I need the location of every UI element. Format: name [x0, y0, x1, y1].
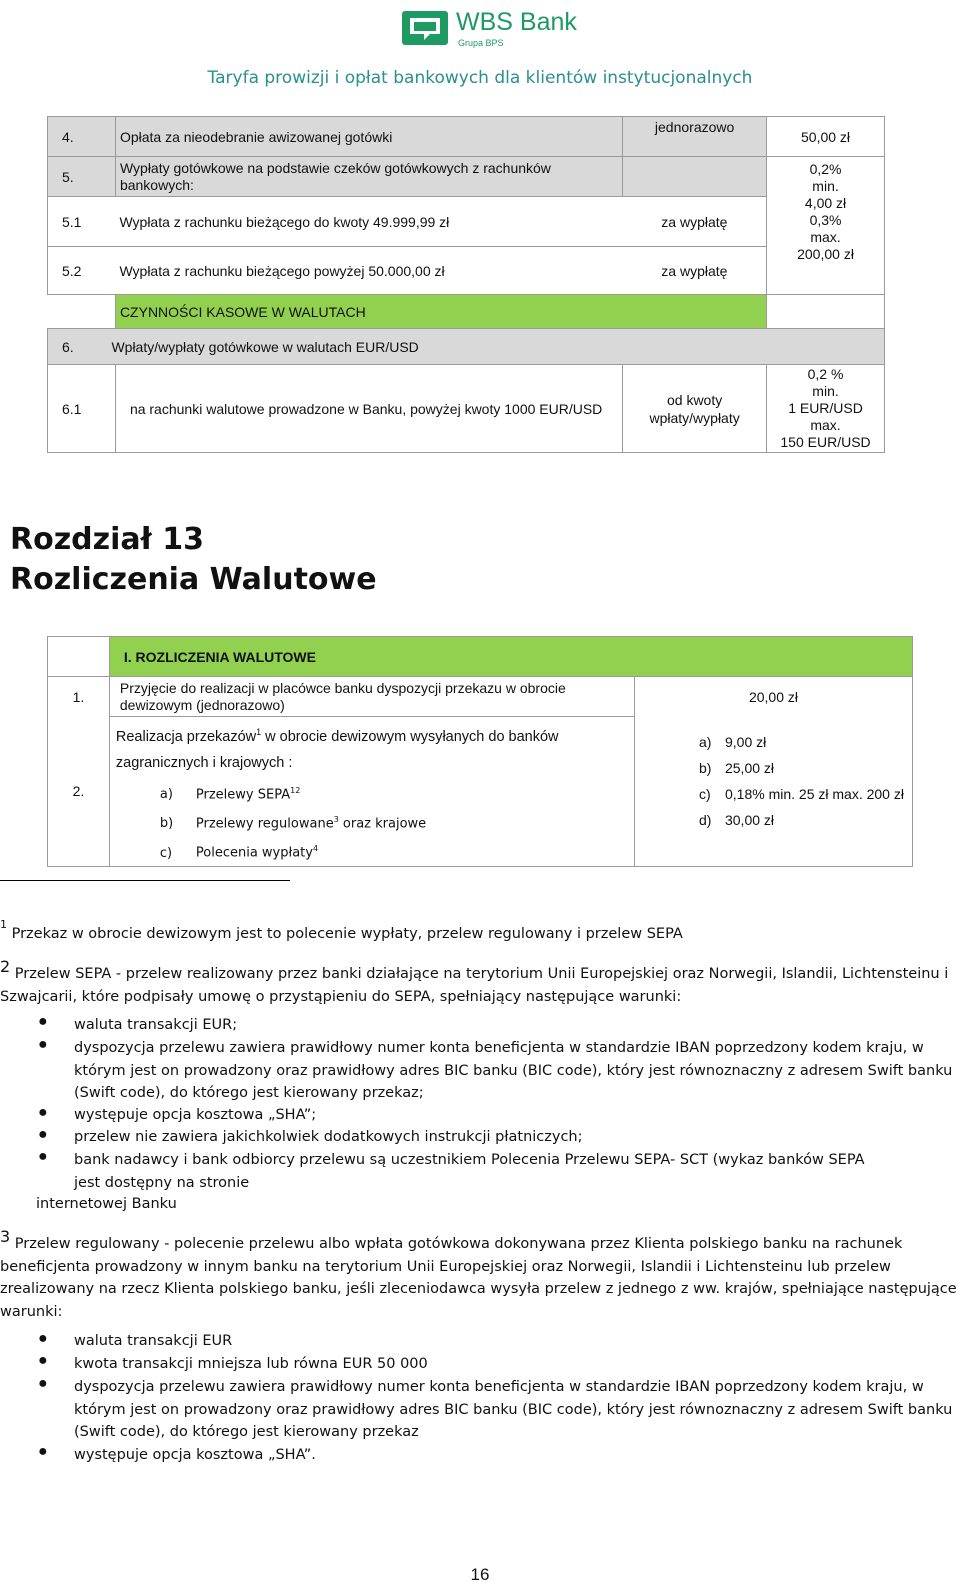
row-mode: za wypłatę [623, 197, 767, 247]
list-item: dyspozycja przelewu zawiera prawidłowy numer konta beneficjenta w standardzie IBAN poprzedzony kodem kraju, w którym jest on prowadzony oraz prawidłowy adres BIC banku (BIC code), który jest równoznaczny z adresem Swift banku (Swift code), do którego jest kierowany przekaz; [74, 1040, 953, 1101]
fee-line: min. [812, 178, 839, 194]
empty-cell [48, 637, 110, 677]
bullet-icon: ● [38, 1375, 48, 1392]
section-heading: CZYNNOŚCI KASOWE W WALUTACH [115, 295, 766, 329]
row-number: 5.1 [48, 197, 116, 247]
section-row [48, 637, 913, 677]
list-item: występuje opcja kosztowa „SHA”; [74, 1107, 317, 1123]
fee-text: 9,00 zł [724, 733, 767, 750]
fee-item [699, 781, 908, 807]
intro-rest: w obrocie dewizowym wysyłanych do banków zagranicznych i krajowych : [115, 728, 559, 771]
table-row [48, 677, 913, 717]
row-description: Przyjęcie do realizacji w placówce banku dyspozycji przekazu w obrocie dewizowym (jednorazowo) [109, 677, 634, 717]
row-number: 6.1 [48, 365, 116, 453]
fee-text: 30,00 zł [724, 811, 775, 828]
bullet-icon: ● [38, 1443, 48, 1460]
bullet-icon: ● [38, 1126, 48, 1143]
table-row [48, 365, 885, 453]
fee-letter: a) [698, 733, 712, 750]
item-text-after: oraz krajowe [338, 816, 427, 832]
bank-logo [400, 8, 590, 50]
row-number: 2. [48, 717, 110, 867]
table-row [48, 247, 885, 295]
list-item [160, 778, 630, 807]
row-number: 1. [48, 677, 110, 717]
row-mode: od kwoty wpłaty/wypłaty [623, 365, 767, 453]
chapter-title: Rozliczenia Walutowe [10, 562, 377, 597]
fee-letter: b) [698, 759, 712, 776]
list-item: kwota transakcji mniejsza lub równa EUR 50 000 [74, 1356, 428, 1372]
fee-line: 0,3% [809, 212, 842, 228]
footnote-text: Przelew SEPA - przelew realizowany przez banki działające na terytorium Unii Europejskiej oraz Norwegii, Islandii, Lichtensteinu i [14, 966, 949, 982]
fee-table-cash [47, 116, 885, 453]
footnote-2 [0, 957, 960, 1008]
fee-letter: d) [698, 811, 712, 828]
row-fee: 50,00 zł [767, 117, 885, 157]
footnote-mark: 2 [0, 957, 11, 976]
list-item: przelew nie zawiera jakichkolwiek dodatkowych instrukcji płatniczych; [74, 1129, 583, 1145]
logo-text: WBS Bank [456, 8, 577, 36]
fee-line: 4,00 zł [804, 195, 847, 211]
row-description: Wypłata z rachunku bieżącego do kwoty 49.999,99 zł [115, 197, 622, 247]
list-item: waluta transakcji EUR [74, 1333, 233, 1349]
item-letter: b) [159, 816, 174, 832]
footnote-mark: 1 [0, 918, 7, 931]
fee-line: 150 EUR/USD [780, 434, 871, 450]
footnote-text: beneficjenta prowadzony w innym banku na terytorium Unii Europejskiej oraz Norwegii, Islandii i Lichtensteinu lub przelew zrealizowany na rzecz Klienta polskiego banku, jeśli zleceniodawca wysyła przelew z jednego z ww. krajów, spełniające następujące warunki: [0, 1258, 957, 1320]
bullet-icon: ● [38, 1013, 48, 1030]
fee-line: 0,2% [809, 161, 842, 177]
list-item: waluta transakcji EUR; [74, 1017, 238, 1033]
chapter-heading [10, 520, 377, 600]
table-row [48, 117, 885, 157]
fee-ranges-cell [767, 157, 885, 295]
fee-text: 25,00 zł [724, 759, 775, 776]
item-text: Przelewy SEPA [195, 787, 291, 803]
row-description [109, 717, 634, 867]
fee-line: 0,2 % [807, 366, 844, 382]
transfer-intro [116, 719, 630, 776]
row-description [111, 329, 884, 365]
fee-range-cell [767, 365, 885, 453]
footnote-divider [0, 880, 290, 881]
footnote-ref: 12 [290, 785, 301, 795]
item-letter: a) [159, 787, 173, 803]
fee-item [699, 729, 908, 755]
fee-item [699, 755, 908, 781]
list-item [160, 836, 630, 865]
footnote-text: Szwajcarii, które podpisały umowę o przystąpieniu do SEPA, spełniający następujące warunki: [0, 988, 682, 1005]
row-description: Opłata za nieodebranie awizowanej gotówki [115, 117, 622, 157]
document-title: Taryfa prowizji i opłat bankowych dla klientów instytucjonalnych [207, 68, 753, 88]
section-heading: I. ROZLICZENIA WALUTOWE [109, 637, 634, 677]
item-text: Przelewy regulowane [195, 816, 334, 832]
list-item: bank nadawcy i bank odbiorcy przelewu są uczestnikiem Polecenia Przelewu SEPA- SCT (wykaz banków SEPA jest dostępny na stronie [74, 1152, 865, 1191]
footnote-mark: 3 [0, 1227, 11, 1246]
list-item [160, 807, 630, 836]
transfer-types [116, 778, 630, 866]
fee-line: min. [812, 383, 839, 399]
row-mode: jednorazowo [623, 117, 767, 157]
logo-subtitle: Grupa BPS [458, 38, 504, 48]
row-number: 5.2 [48, 247, 116, 295]
list-item: występuje opcja kosztowa „SHA”. [74, 1447, 316, 1463]
row-description: na rachunki walutowe prowadzone w Banku, powyżej kwoty 1000 EUR/USD [115, 365, 622, 453]
footnote-text: Przekaz w obrocie dewizowym jest to polecenie wypłaty, przelew regulowany i przelew SEPA [11, 925, 683, 942]
item-text: Polecenia wypłaty [195, 845, 313, 861]
fee-text: 0,18% min. 25 zł max. 200 zł [724, 785, 904, 802]
footnote-ref: 3 [333, 815, 339, 825]
wbs-logo-icon [400, 8, 450, 48]
fee-item [699, 807, 908, 833]
fee-line: max. [810, 417, 841, 433]
row-description-text: Wpłaty/wypłaty gotówkowe w walutach EUR/USD [111, 338, 419, 355]
empty-cell [48, 295, 116, 329]
chapter-number: Rozdział 13 [10, 522, 204, 557]
fee-letter: c) [698, 785, 711, 802]
table-row [48, 157, 885, 197]
list-item: dyspozycja przelewu zawiera prawidłowy numer konta beneficjenta w standardzie IBAN poprzedzony kodem kraju, w którym jest on prowadzony oraz prawidłowy adres BIC banku (BIC code), który jest równoznaczny z adresem Swift banku (Swift code), do którego jest kierowany przekaz [74, 1379, 953, 1440]
fee-line: 1 EUR/USD [788, 400, 863, 416]
bullet-icon: ● [38, 1036, 48, 1053]
table-row [48, 329, 885, 365]
row-mode: za wypłatę [623, 247, 767, 295]
fee-line: 200,00 zł [797, 246, 854, 262]
section-row [48, 295, 885, 329]
row-number: 5. [48, 157, 116, 197]
bullet-icon: ● [38, 1104, 48, 1121]
page-number: 16 [470, 1565, 490, 1584]
fee-list [634, 717, 912, 867]
empty-cell [767, 295, 885, 329]
fee-table-currency [47, 636, 913, 867]
footnote-3 [0, 1227, 960, 1323]
footnote-1 [0, 918, 960, 945]
bullet-icon: ● [38, 1148, 48, 1165]
footnote-trailing: internetowej Banku [36, 1196, 177, 1212]
row-number: 6. [48, 329, 116, 365]
empty-cell [623, 157, 767, 197]
footnote-text: Przelew regulowany - polecenie przelewu albo wpłata gotówkowa dokonywana przez Klienta polskiego banku na rachunek [14, 1236, 903, 1252]
item-letter: c) [159, 845, 173, 861]
footnote-ref: 1 [256, 727, 262, 737]
table-row [48, 197, 885, 247]
bullet-icon: ● [38, 1352, 48, 1369]
section-heading-fill [634, 637, 912, 677]
bullet-icon: ● [38, 1330, 48, 1347]
footnote-ref: 4 [312, 844, 319, 854]
row-description: Wypłaty gotówkowe na podstawie czeków gotówkowych z rachunków bankowych: [115, 157, 622, 197]
table-row [48, 717, 913, 867]
intro-text: Realizacja przekazów [115, 728, 257, 745]
fee-line: max. [810, 229, 841, 245]
row-description: Wypłata z rachunku bieżącego powyżej 50.000,00 zł [115, 247, 622, 295]
row-fee: 20,00 zł [634, 677, 912, 717]
row-number: 4. [48, 117, 116, 157]
